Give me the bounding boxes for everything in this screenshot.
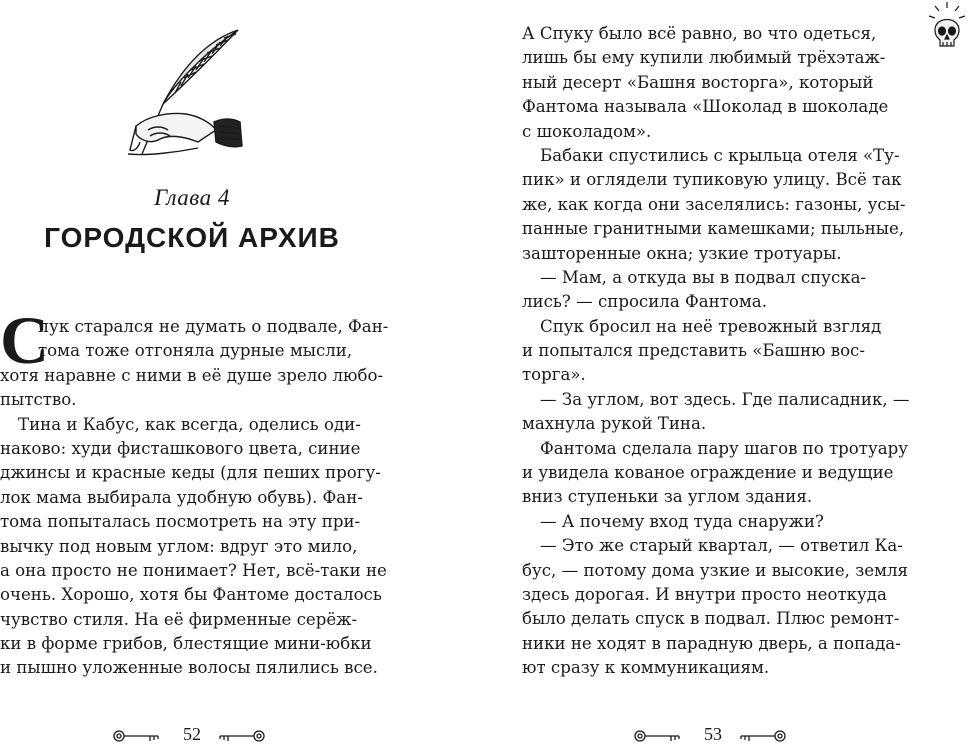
text-line: бус, — потому дома узкие и высокие, земля [522, 560, 909, 580]
key-icon [633, 728, 681, 744]
drop-cap: С [0, 302, 50, 378]
text-line: Фантома сделала пару шагов по тротуару [540, 438, 909, 458]
text-line: и попытался представить «Башню вос- [522, 341, 865, 361]
left-body-text [0, 302, 389, 681]
text-line: тома тоже отгоняла дурные мысли, [38, 341, 353, 361]
text-line: махнула рукой Тина. [522, 414, 707, 434]
text-line: наково: худи фисташкового цвета, синие [0, 438, 361, 458]
text-line: ный десерт «Башня восторга», который [522, 72, 874, 92]
page-number: 53 [704, 724, 722, 744]
text-line: пук старался не думать о подвале, Фан- [38, 317, 389, 336]
key-icon [112, 728, 160, 744]
text-line: Бабаки спустились с крыльца отеля «Ту- [540, 145, 900, 165]
text-line: пытство. [0, 390, 77, 410]
page-number: 52 [183, 724, 201, 744]
chapter-number: Глава 4 [154, 185, 230, 210]
text-line: с шоколадом». [522, 121, 652, 141]
text-line: пик» и оглядели тупиковую улицу. Всё так [522, 170, 902, 190]
text-line: а она просто не понимает? Нет, всё-таки не [0, 560, 387, 580]
text-line: — Мам, а откуда вы в подвал спуска- [540, 267, 867, 287]
text-line: ники не ходят в парадную дверь, а попада- [522, 633, 901, 653]
quill-hand-icon [128, 26, 248, 158]
text-line: — За углом, вот здесь. Где палисадник, — [540, 389, 910, 409]
text-line: вниз ступеньки за углом здания. [522, 487, 813, 507]
text-line: и пышно уложенные волосы пялились все. [0, 658, 378, 678]
text-line: тома попыталась посмотреть на эту при- [0, 512, 361, 532]
text-line: Фантома называла «Шоколад в шоколаде [522, 97, 889, 117]
page-footer-left [112, 722, 272, 746]
text-line: ки в форме грибов, блестящие мини-юбки [0, 634, 372, 654]
text-line: Тина и Кабус, как всегда, оделись оди- [18, 414, 361, 434]
right-body-text [522, 22, 910, 681]
text-line: джинсы и красные кеды (для пеших прогу- [0, 463, 381, 483]
text-line: и увидела кованое ограждение и ведущие [522, 463, 894, 483]
text-line: здесь дорогая. И внутри просто неоткуда [522, 584, 887, 604]
text-line: очень. Хорошо, хотя бы Фантоме досталось [0, 585, 382, 605]
skull-icon [927, 0, 967, 52]
text-line: А Спуку было всё равно, во что одеться, [522, 24, 877, 43]
text-line: чувство стиля. На её фирменные серёж- [0, 609, 358, 629]
key-icon [218, 728, 266, 744]
chapter-title: ГОРОДСКОЙ АРХИВ [44, 222, 340, 253]
text-line: хотя наравне с ними в её душе зрело любо- [0, 365, 384, 385]
text-line: же, как когда они заселялись: газоны, усы- [522, 194, 906, 214]
text-line: — А почему вход туда снаружи? [540, 511, 824, 531]
text-line: было делать спуск в подвал. Плюс ремонт- [522, 609, 900, 629]
text-line: лишь бы ему купили любимый трёхэтаж- [522, 48, 886, 68]
text-line: панные гранитными камешками; пыльные, [522, 219, 905, 239]
text-line: вычку под новым углом: вдруг это мило, [0, 536, 358, 556]
text-line: — Это же старый квартал, — ответил Ка- [540, 536, 903, 556]
text-line: Спук бросил на неё тревожный взгляд [540, 316, 882, 336]
text-line: зашторенные окна; узкие тротуары. [522, 243, 842, 263]
text-line: лок мама выбирала удобную обувь). Фан- [0, 487, 363, 507]
key-icon [739, 728, 787, 744]
text-line: ют сразу к коммуникациям. [522, 658, 770, 678]
text-line: лись? — спросила Фантома. [522, 292, 767, 312]
text-line: торга». [522, 365, 586, 385]
page-footer-right [633, 722, 793, 746]
